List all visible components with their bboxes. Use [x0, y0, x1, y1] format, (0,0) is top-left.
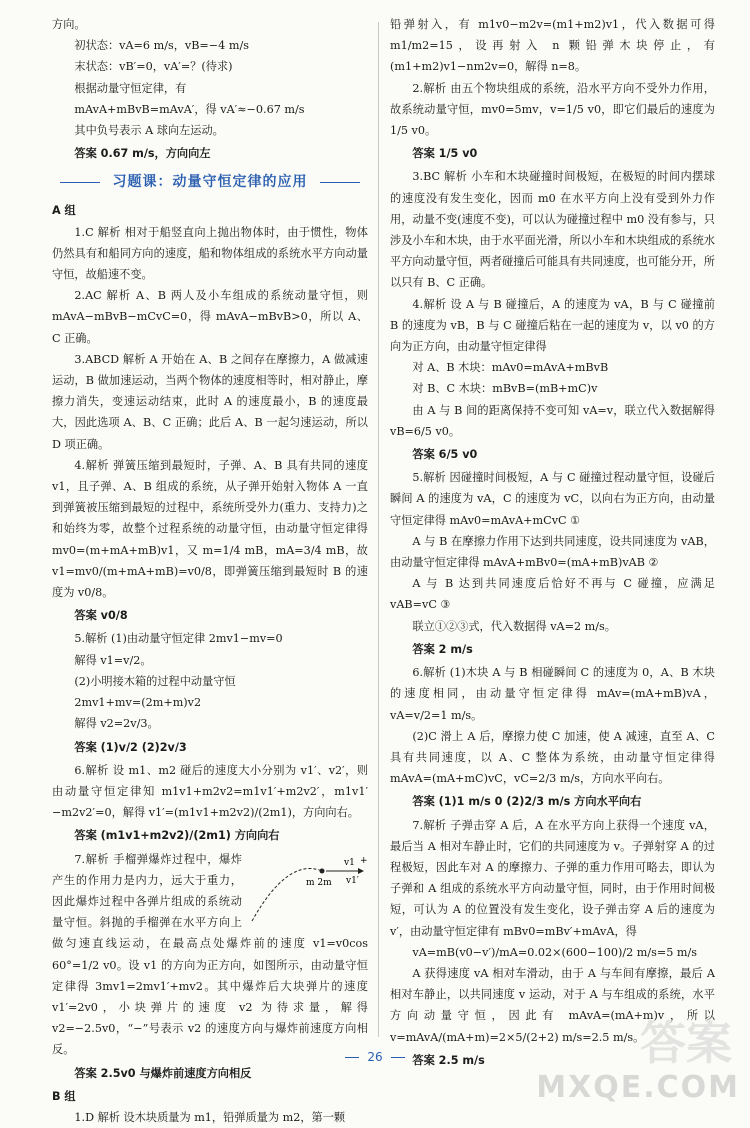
solution-paragraph: 1.C 解析 相对于船竖直向上抛出物体时，由于惯性，物体仍然具有和船同方向的速度，船和物体组成的系统水平方向动量守恒，故船速不变。 [52, 225, 368, 282]
watermark-mark: 答案 [640, 1016, 732, 1070]
solution-paragraph: A 获得速度 vA 相对车滑动，由于 A 与车间有摩擦，最后 A 相对车静止，以共同速度 v 运动，对于 A 与车组成的系统，水平方向动量守恒，因此有 mAvA=(mA+m)v，所以 v=mAvA/(mA+m)=2×5/(2+2) m/s=2.5 m/s。 [390, 966, 715, 1044]
solution-line: 2mv1+mv=(2m+m)v2 [74, 696, 202, 710]
solution-paragraph: 7.解析 子弹击穿 A 后，A 在水平方向上获得一个速度 vA，最后当 A 相对车静止时，它们的共同速度为 v。子弹射穿 A 的过程极短，因此车对 A 的摩擦力、子弹的重力作用可略去，即认为子弹和 A 组成的系统水平方向动量守恒，同时，由于作用时间极短，可认为 A 的位置没有发生变化，设子弹击穿 A 后的速度为 v′，由动量守恒定律有 mBv0=mBv′+mAvA，得 [390, 818, 715, 938]
page-dash-left [345, 1057, 359, 1058]
column-divider [378, 22, 379, 1037]
solution-paragraph: 5.解析 (1)由动量守恒定律 2mv1−mv=0 [74, 632, 283, 646]
solution-line: 联立①②③式，代入数据得 vA=2 m/s。 [412, 619, 616, 633]
formula-line: vA=mB(v0−v′)/mA=0.02×(600−100)/2 m/s=5 m/s [412, 945, 698, 959]
solution-paragraph: 7.解析 手榴弹爆炸过程中，爆炸产生的作用力是内力，远大于重力，因此爆炸过程中各弹片组成的系统动量守恒。斜抛的手榴弹在水平方向上做匀速直线运动，在最高点处爆炸前的速度 v1=v0cos 60°=1/2 v0。设 v1 的方向为正方向，如图所示，由动量守恒定律得 3mv1=2mv1′+mv2。其中爆炸后大块弹片的速度 v1′=2v0，小块弹片的速度 v2 为待求量，解得 v2=−2.5v0，“−”号表示 v2 的速度方向与爆炸前速度方向相反。 [52, 852, 368, 1057]
solution-paragraph: 5.解析 因碰撞时间极短，A 与 C 碰撞过程动量守恒，设碰后瞬间 A 的速度为 vA，C 的速度为 vC，以向右为正方向，由动量守恒定律得 mAv0=mAvA+mCvC ① [390, 471, 715, 527]
solution-paragraph: A 与 B 达到共同速度后恰好不再与 C 碰撞，应满足 vAB=vC ③ [390, 577, 715, 612]
answer-line: 答案 (1)v/2 (2)2v/3 [74, 740, 187, 754]
answer-line: 答案 v0/8 [74, 609, 128, 623]
arrow-head [358, 868, 364, 874]
answer-line: 答案 2.5v0 与爆炸前速度方向相反 [74, 1066, 252, 1080]
mass-label: m 2m [306, 877, 332, 888]
answer-line: 答案 1/5 v0 [412, 147, 478, 161]
solution-paragraph: 4.解析 设 A 与 B 碰撞后，A 的速度为 vA，B 与 C 碰撞前 B 的速度为 vB，B 与 C 碰撞后粘在一起的速度为 v，以 v0 的方向为正方向，由动量守恒定律得 [390, 297, 715, 354]
solution-paragraph: 3.ABCD 解析 A 开始在 A、B 之间存在摩擦力，A 做减速运动，B 做加速运动，当两个物体的速度相等时，相对静止，摩擦力消失，变速运动结束，此时 A 的速度最小，B 的速度最大，因此选项 A、B、C 正确；此后 A、B 一起匀速运动，所以 D 项正确。 [52, 352, 368, 451]
group-heading-b: B 组 [52, 1089, 76, 1103]
solution-paragraph: 6.解析 (1)木块 A 与 B 相碰瞬间 C 的速度为 0，A、B 木块的速度相同，由动量守恒定律得 mAv=(mA+mB)vA，vA=v/2=1 m/s。 [390, 666, 715, 722]
solution-paragraph: 铅弹射入，有 m1v0−m2v=(m1+m2)v1，代入数据可得 m1/m2=15，设再射入 n 颗铅弹木块停止，有 (m1+m2)v1−nm2v=0，解得 n=8。 [390, 18, 715, 74]
text-line: 方向。 [52, 18, 86, 31]
text-line: mAvA+mBvB=mAvA′，得 vA′≈−0.67 m/s [74, 102, 305, 116]
page-number-text: 26 [367, 1050, 383, 1064]
plus-label: + [360, 855, 368, 866]
solution-paragraph: 4.解析 弹簧压缩到最短时，子弹、A、B 具有共同的速度 v1，且子弹、A、B 组成的系统，从子弹开始射入物体 A 一直到弹簧被压缩到最短的过程中，系统所受外力(重力、支持力)之和始终为零，故整个过程系统的动量守恒，由动量守恒定律得 mv0=(m+mA+mB)v1，又 m=1/4 mB，mA=3/4 mB，故 v1=mv0/(m+mA+mB)=v0/8，即弹簧压缩到最短时 B 的速度为 v0/8。 [52, 458, 368, 600]
right-column [390, 14, 715, 1073]
v1-prime-label: v1′ [346, 875, 359, 886]
text-line: 末状态：vB′=0，vA′=？(待求) [74, 60, 233, 74]
solution-line: 对 B、C 木块：mBvB=(mB+mC)v [412, 382, 598, 396]
solution-line: 解得 v2=2v/3。 [74, 717, 159, 731]
solution-line: (2)小明接木箱的过程中动量守恒 [74, 674, 236, 688]
solution-line: 解得 v1=v/2。 [74, 653, 152, 667]
grenade-trajectory-diagram [248, 853, 368, 925]
text-line: 根据动量守恒定律，有 [74, 81, 187, 95]
solution-paragraph: 6.解析 设 m1、m2 碰后的速度大小分别为 v1′、v2′，则由动量守恒定律知 m1v1+m2v2=m1v1′+m2v2′，m1v1′−m2v2′=0，解得 v1′=(m1v1+m2v2)/(2m1)，方向向右。 [52, 763, 368, 820]
group-heading-a: A 组 [52, 204, 76, 218]
watermark-logo [536, 999, 746, 1109]
solution-paragraph: 2.AC 解析 A、B 两人及小车组成的系统动量守恒，则 mAvA−mBvB−mCvC=0，得 mAvA−mBvB>0，所以 A、C 正确。 [52, 289, 368, 345]
page-dash-right [391, 1057, 405, 1058]
answer-line: 答案 (m1v1+m2v2)/(2m1) 方向向右 [74, 829, 280, 843]
grenade-dot [320, 868, 325, 873]
v1-label: v1 [344, 857, 355, 868]
text-line: 初状态：vA=6 m/s，vB=−4 m/s [74, 39, 249, 53]
watermark-text: MXQE.COM [536, 1070, 740, 1105]
solution-line: 由 A 与 B 间的距离保持不变可知 vA=v，联立代入数据解得 vB=6/5 v0。 [390, 403, 715, 438]
solution-paragraph: 1.D 解析 设木块质量为 m1，铅弹质量为 m2，第一颗 [74, 1110, 346, 1124]
solution-paragraph: 3.BC 解析 小车和木块碰撞时间极短，在极短的时间内摆球的速度没有发生变化，因而 m0 在水平方向上没有受到外力作用，动量不变(速度不变)，可以认为碰撞过程中 m0 没有参与，只涉及小车和木块，由于水平面光滑，所以小车和木块组成的系统水平方向动量守恒，两者碰撞后可能具有共同速度，也可能分开，所以只有 B、C 正确。 [390, 170, 715, 290]
answer-line: 答案 0.67 m/s，方向向左 [74, 147, 211, 161]
trajectory-arc [252, 868, 322, 921]
answer-line: 答案 2 m/s [412, 642, 473, 656]
solution-paragraph: (2)C 滑上 A 后，摩擦力使 C 加速，使 A 减速，直至 A、C 具有共同速度，以 A、C 整体为系统，由动量守恒定律得 mAvA=(mA+mC)vC，vC=2/3 m/s，方向水平向右。 [390, 729, 715, 786]
section-banner: 习题课：动量守恒定律的应用 [52, 168, 368, 196]
solution-line: 对 A、B 木块：mAv0=mAvA+mBvB [412, 361, 609, 375]
left-column [52, 14, 368, 1128]
text-line: 其中负号表示 A 球向左运动。 [74, 124, 224, 138]
answer-line: 答案 6/5 v0 [412, 448, 478, 462]
answer-line: 答案 2.5 m/s [412, 1053, 485, 1067]
answer-line: 答案 (1)1 m/s 0 (2)2/3 m/s 方向水平向右 [412, 795, 642, 809]
solution-paragraph: 2.解析 由五个物块组成的系统，沿水平方向不受外力作用，故系统动量守恒，mv0=5mv，v=1/5 v0，即它们最后的速度为 1/5 v0。 [390, 81, 715, 138]
solution-paragraph: A 与 B 在摩擦力作用下达到共同速度，设共同速度为 vAB，由动量守恒定律得 mAvA+mBv0=(mA+mB)vAB ② [390, 534, 715, 570]
